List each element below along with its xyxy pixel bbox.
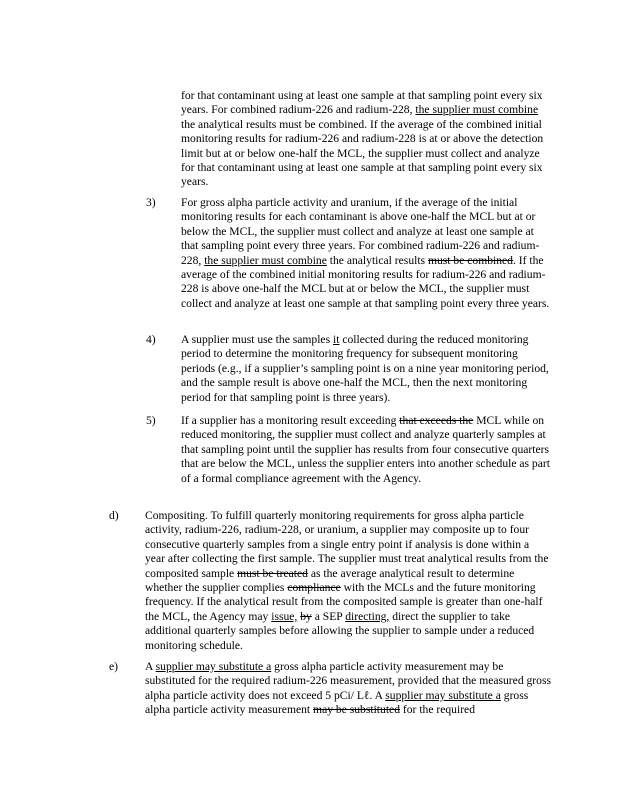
deleted-text: compliance <box>287 581 341 595</box>
inserted-text: directing, <box>345 609 390 623</box>
item-paragraph: If a supplier has a monitoring result exceeding that exceeds the MCL while on reduced monitoring, the supplier must collect and analyze quarterly samples at that sampling point until the supplier has results from four consecutive quarters that are below the MCL, unless the supplier enters into another schedule as part of a formal compliance agreement with the Agency. <box>181 414 550 485</box>
continuation-paragraph: for that contaminant using at least one sample at that sampling point every six years. For combined radium-226 and radium-228, the supplier must combine the analytical results must be combined. If the average of the combined initial monitoring results for radium-226 and radium-228 is at or above the detection limit but at or below one-half the MCL, the supplier must collect and analyze for that contaminant using at least one sample at that sampling point every six years. <box>181 89 544 189</box>
item-number: 3) <box>146 196 156 209</box>
inserted-text: issue, <box>271 609 298 623</box>
section-letter: e) <box>109 660 119 673</box>
section-letter: d) <box>109 509 119 522</box>
deleted-text: by <box>300 609 312 623</box>
inserted-text: the supplier must combine <box>204 253 327 267</box>
item-number: 5) <box>146 414 156 427</box>
deleted-text: must be treated <box>237 566 308 580</box>
item-number: 4) <box>146 333 156 346</box>
inserted-text: the supplier must combine <box>415 103 539 117</box>
section-paragraph: A supplier may substitute a gross alpha particle activity measurement may be substituted for the required radium-226 measurement, provided that the measured gross alpha particle activity does not exceed 5 pCi/ Lℓ. A supplier may substitute a gross alpha particle activity measurement may be substituted for the required <box>145 660 551 717</box>
deleted-text: that exceeds the <box>399 414 474 427</box>
inserted-text: supplier may substitute a <box>155 660 272 673</box>
inserted-text: it <box>333 333 340 346</box>
item-paragraph: For gross alpha particle activity and uranium, if the average of the initial monitoring results for each contaminant is above one-half the MCL but at or below the MCL, the supplier must collect and analyze at least one sample at that sampling point every three years. For combined radium-226 and radium-228, the supplier must combine the analytical results must be combined. If the average of the combined initial monitoring results for radium-226 and radium-228 is above one-half the MCL but at or below the MCL, the supplier must collect and analyze at least one sample at that sampling point every three years. <box>181 196 550 310</box>
deleted-text: may be substituted <box>313 703 400 717</box>
inserted-text: supplier may substitute a <box>385 688 501 702</box>
deleted-text: must be combined <box>427 253 513 267</box>
section-paragraph: Compositing. To fulfill quarterly monitoring requirements for gross alpha particle activity, radium-226, radium-228, or uranium, a supplier may composite up to four consecutive quarterly samples from a single entry point if analysis is done within a year after collecting the first sample. The supplier must treat analytical results from the composited sample must be treated as the average analytical result to determine whether the supplier complies compliance with the MCLs and the future monitoring frequency. If the analytical result from the composited sample is greater than one-half the MCL, the Agency may issue, by a SEP directing, direct the supplier to take additional quarterly samples before allowing the supplier to sample under a reduced monitoring schedule. <box>145 509 549 652</box>
item-paragraph: A supplier must use the samples it collected during the reduced monitoring period to determine the monitoring frequency for subsequent monitoring periods (e.g., if a supplier’s sampling point is on a nine year monitoring period, and the sample result is above one-half the MCL, then the next monitoring period for that sampling point is three years). <box>181 333 549 404</box>
